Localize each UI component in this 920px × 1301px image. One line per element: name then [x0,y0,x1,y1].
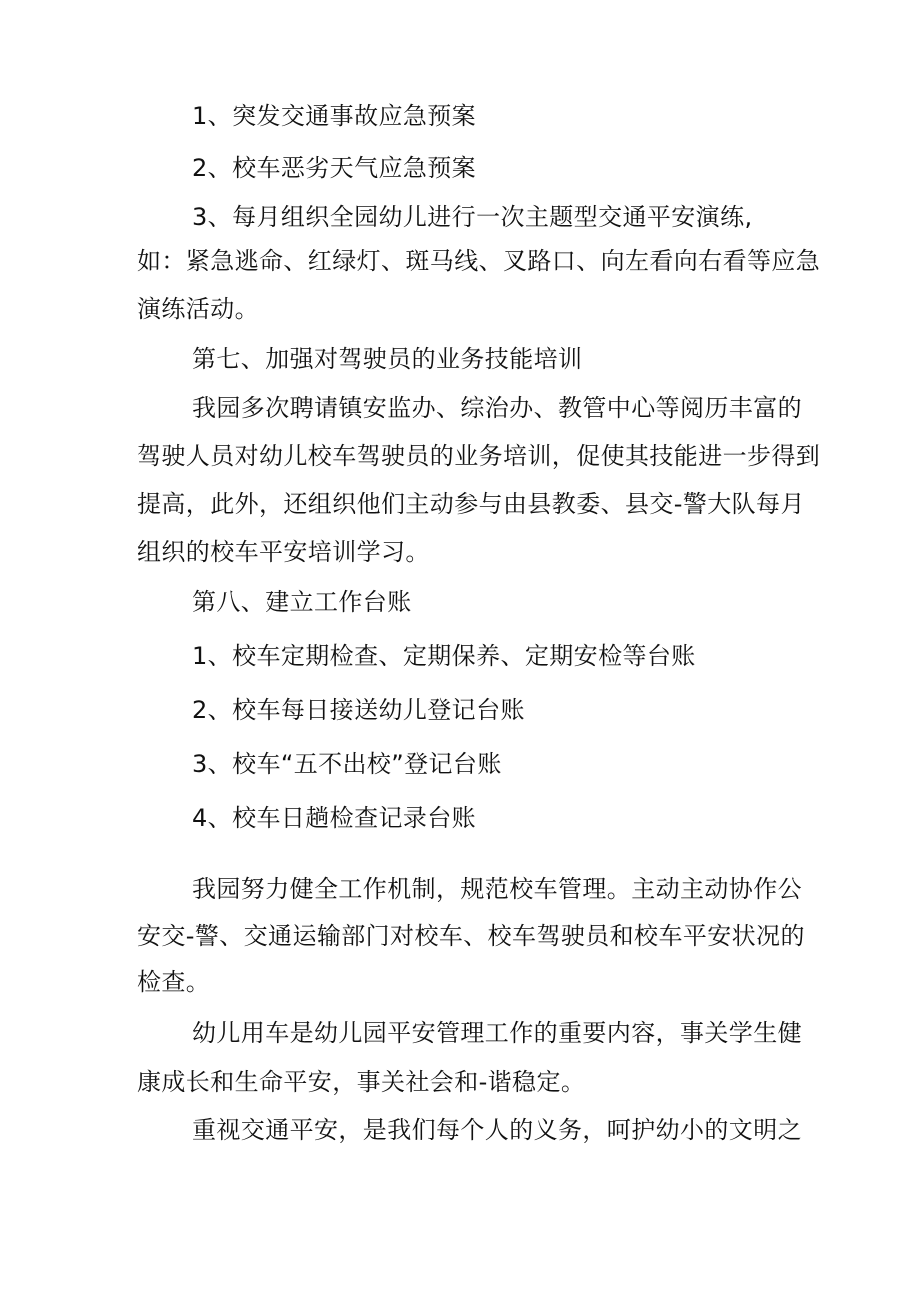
section8-item-1: 1、校车定期检查、定期保养、定期安检等台账 [192,642,696,670]
section8-item-2: 2、校车每日接送幼儿登记台账 [192,696,525,724]
para-a-line-2: 安交-警、交通运输部门对校车、校车驾驶员和校车平安状况的 [137,922,805,950]
section7-para-line-3: 提高，此外，还组织他们主动参与由县教委、县交-警大队每月 [137,490,805,518]
list1-item-2: 2、校车恶劣天气应急预案 [192,154,477,182]
section7-heading: 第七、加强对驾驶员的业务技能培训 [192,345,583,373]
list1-item-3-line-2: 如：紧急逃命、红绿灯、斑马线、叉路口、向左看向右看等应急 [137,247,821,275]
section7-para-line-2: 驾驶人员对幼儿校车驾驶员的业务培训，促使其技能进一步得到 [137,442,821,470]
list1-item-3-line-1: 3、每月组织全园幼儿进行一次主题型交通平安演练, [192,203,753,231]
para-b-line-2: 康成长和生命平安，事关社会和-谐稳定。 [137,1068,586,1096]
section7-para-line-1: 我园多次聘请镇安监办、综治办、教管中心等阅历丰富的 [192,394,802,422]
section7-para-line-4: 组织的校车平安培训学习。 [137,538,430,566]
list1-item-3-line-3: 演练活动。 [137,295,259,323]
section8-heading: 第八、建立工作台账 [192,588,412,616]
para-a-line-1: 我园努力健全工作机制，规范校车管理。主动主动协作公 [192,875,802,903]
list1-item-1: 1、突发交通事故应急预案 [192,102,477,130]
section8-item-4: 4、校车日趟检查记录台账 [192,804,477,832]
section8-item-3: 3、校车“五不出校”登记台账 [192,750,502,778]
para-a-line-3: 检查。 [137,968,211,996]
para-c-line-1: 重视交通平安，是我们每个人的义务，呵护幼小的文明之 [192,1116,802,1144]
para-b-line-1: 幼儿用车是幼儿园平安管理工作的重要内容，事关学生健 [192,1019,802,1047]
